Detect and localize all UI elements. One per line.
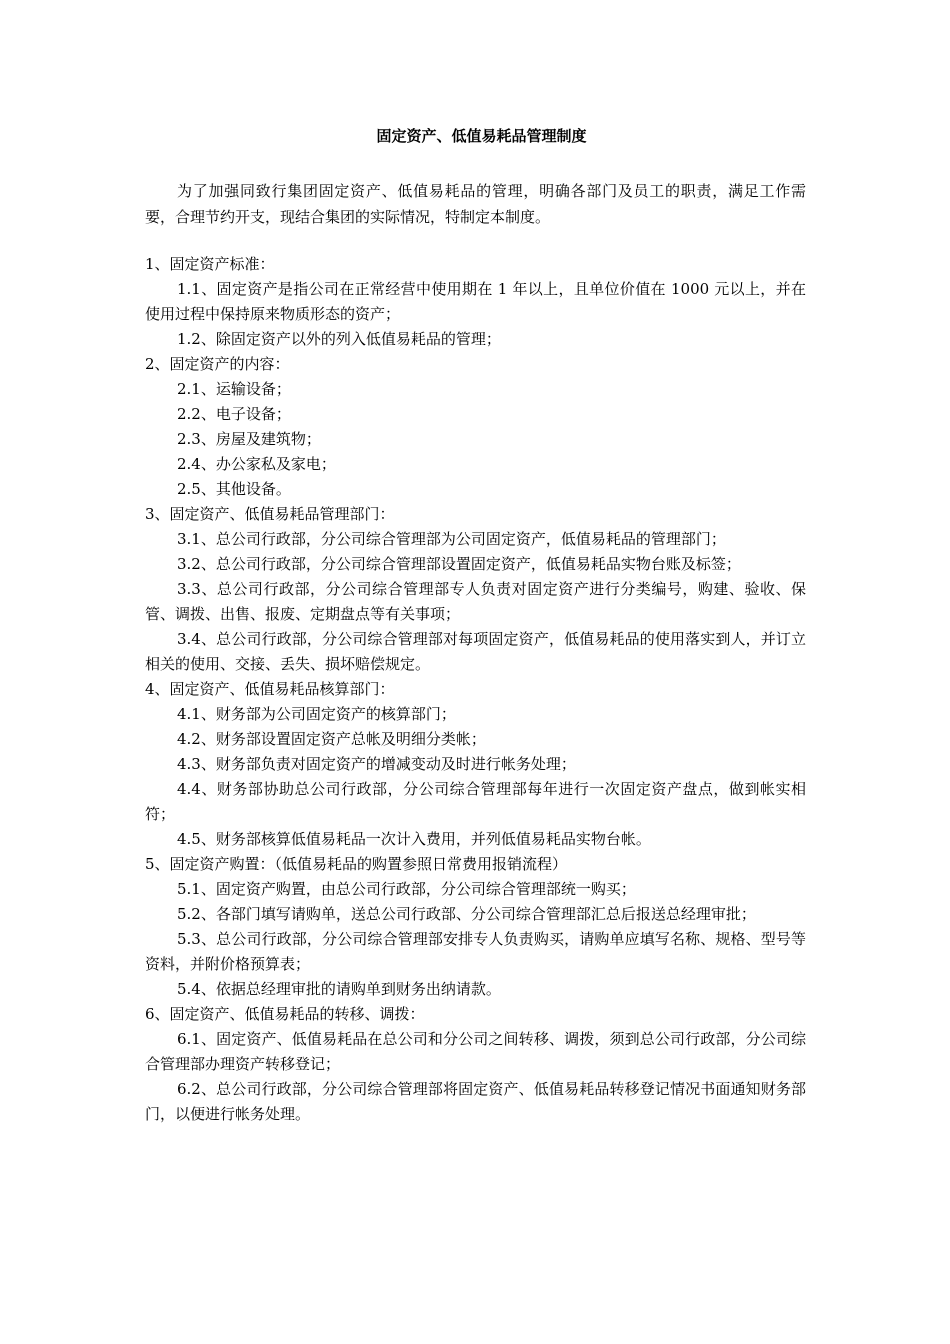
section-heading: 6、固定资产、低值易耗品的转移、调拨： bbox=[145, 1005, 425, 1023]
section-item: 4.3、财务部负责对固定资产的增减变动及时进行帐务处理； bbox=[177, 755, 576, 773]
section-item: 1.1、固定资产是指公司在正常经营中使用期在 1 年以上，且单位价值在 1000 元以上，并在使用过程中保持原来物质形态的资产； bbox=[145, 280, 806, 323]
section-heading: 4、固定资产、低值易耗品核算部门： bbox=[145, 680, 395, 698]
section-item: 4.2、财务部设置固定资产总帐及明细分类帐； bbox=[177, 730, 486, 748]
section-item: 2.5、其他设备。 bbox=[177, 480, 291, 498]
section-1 bbox=[145, 252, 806, 352]
section-item: 5.4、依据总经理审批的请购单到财务出纳请款。 bbox=[177, 980, 501, 998]
section-heading: 1、固定资产标准： bbox=[145, 255, 275, 273]
section-2 bbox=[145, 352, 806, 502]
section-item: 1.2、除固定资产以外的列入低值易耗品的管理； bbox=[177, 330, 501, 348]
section-heading: 5、固定资产购置：（低值易耗品的购置参照日常费用报销流程） bbox=[145, 855, 568, 873]
section-item: 2.2、电子设备； bbox=[177, 405, 291, 423]
section-item: 6.2、总公司行政部，分公司综合管理部将固定资产、低值易耗品转移登记情况书面通知财务部门，以便进行帐务处理。 bbox=[145, 1080, 806, 1123]
section-6 bbox=[145, 1002, 806, 1127]
section-item: 6.1、固定资产、低值易耗品在总公司和分公司之间转移、调拨，须到总公司行政部，分公司综合管理部办理资产转移登记； bbox=[145, 1030, 806, 1073]
section-item: 5.3、总公司行政部，分公司综合管理部安排专人负责购买，请购单应填写名称、规格、型号等资料，并附价格预算表； bbox=[145, 930, 806, 973]
section-item: 3.2、总公司行政部，分公司综合管理部设置固定资产，低值易耗品实物台账及标签； bbox=[177, 555, 741, 573]
section-item: 3.3、总公司行政部，分公司综合管理部专人负责对固定资产进行分类编号，购建、验收、保管、调拨、出售、报废、定期盘点等有关事项； bbox=[145, 580, 806, 623]
section-3 bbox=[145, 502, 806, 677]
section-item: 5.1、固定资产购置，由总公司行政部，分公司综合管理部统一购买； bbox=[177, 880, 636, 898]
section-item: 2.1、运输设备； bbox=[177, 380, 291, 398]
intro-paragraph: 为了加强同致行集团固定资产、低值易耗品的管理，明确各部门及员工的职责，满足工作需要，合理节约开支，现结合集团的实际情况，特制定本制度。 bbox=[145, 182, 806, 226]
section-4 bbox=[145, 677, 806, 852]
section-item: 5.2、各部门填写请购单，送总公司行政部、分公司综合管理部汇总后报送总经理审批； bbox=[177, 905, 756, 923]
section-heading: 2、固定资产的内容： bbox=[145, 355, 290, 373]
section-item: 4.1、财务部为公司固定资产的核算部门； bbox=[177, 705, 456, 723]
section-5 bbox=[145, 852, 806, 1002]
section-item: 4.5、财务部核算低值易耗品一次计入费用，并列低值易耗品实物台帐。 bbox=[177, 830, 651, 848]
section-heading: 3、固定资产、低值易耗品管理部门： bbox=[145, 505, 395, 523]
section-item: 3.4、总公司行政部，分公司综合管理部对每项固定资产，低值易耗品的使用落实到人，并订立相关的使用、交接、丢失、损坏赔偿规定。 bbox=[145, 630, 806, 673]
section-item: 4.4、财务部协助总公司行政部，分公司综合管理部每年进行一次固定资产盘点，做到帐实相符； bbox=[145, 780, 806, 823]
section-item: 2.3、房屋及建筑物； bbox=[177, 430, 321, 448]
section-item: 2.4、办公家私及家电； bbox=[177, 455, 336, 473]
section-item: 3.1、总公司行政部，分公司综合管理部为公司固定资产，低值易耗品的管理部门； bbox=[177, 530, 726, 548]
document-title: 固定资产、低值易耗品管理制度 bbox=[376, 127, 587, 145]
